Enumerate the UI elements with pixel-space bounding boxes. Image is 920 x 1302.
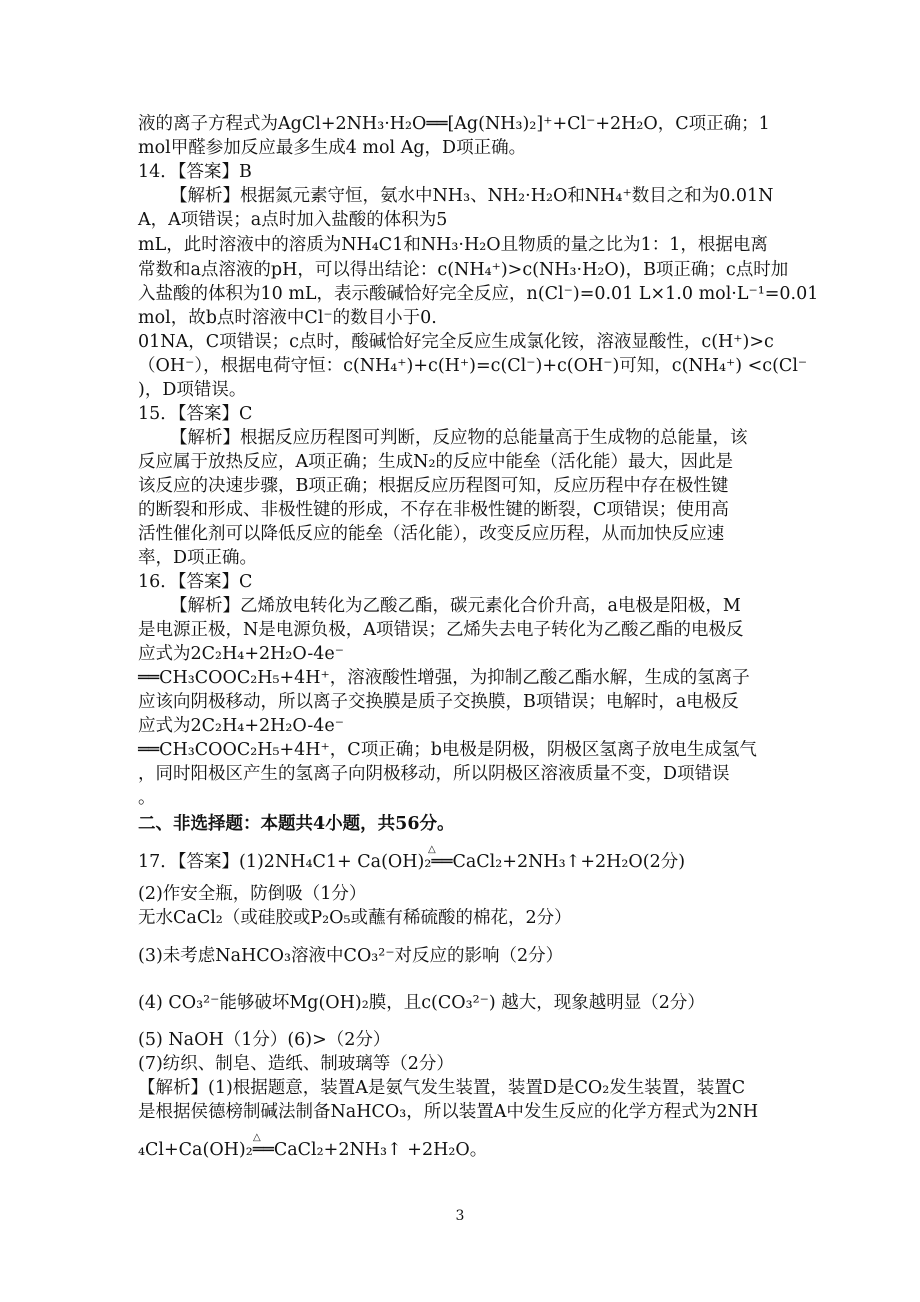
text-line: 入盐酸的体积为10 mL，表示酸碱恰好完全反应，n(Cl⁻)=0.01 L×1.0 mol·L⁻¹=0.01 [138, 284, 819, 304]
text-line: 应该向阴极移动，所以离子交换膜是质子交换膜，B项错误；电解时，a电极反 [138, 692, 739, 712]
text-line: 01NA，C项错误；c点时，酸碱恰好完全反应生成氯化铵，溶液显酸性，c(H⁺)>c [138, 332, 774, 352]
text-line: 无水CaCl₂（或硅胶或P₂O₅或蘸有稀硫酸的棉花，2分） [138, 908, 572, 928]
text-line: 常数和a点溶液的pH，可以得出结论：c(NH₄⁺)>c(NH₃·H₂O)，B项正确；c点时加 [138, 260, 789, 280]
text-line: 活性催化剂可以降低反应的能垒（活化能），改变反应历程，从而加快反应速 [138, 524, 725, 544]
text-line: 率，D项正确。 [138, 548, 258, 568]
text-line: ₄Cl+Ca(OH)₂══CaCl₂+2NH₃↑ +2H₂O。 [138, 1140, 488, 1160]
text-line: (7)纺织、制皂、造纸、制玻璃等（2分） [138, 1054, 454, 1074]
question-14-answer: 14．【答案】B [138, 162, 252, 182]
question-15-answer: 15．【答案】C [138, 404, 253, 424]
text-line: 。 [138, 788, 156, 808]
heating-condition-mark: △ [428, 844, 436, 855]
question-16-answer: 16．【答案】C [138, 572, 253, 592]
text-line: （OH⁻），根据电荷守恒：c(NH₄⁺)+c(H⁺)=c(Cl⁻)+c(OH⁻)可知，c(NH₄⁺) <c(Cl⁻ [138, 356, 808, 376]
text-line: (5) NaOH（1分）(6)>（2分） [138, 1030, 391, 1050]
text-line: 该反应的决速步骤，B项正确；根据反应历程图可知，反应历程中存在极性键 [138, 476, 729, 496]
text-line: )，D项错误。 [138, 380, 247, 400]
text-line: 【解析】根据氮元素守恒，氨水中NH₃、NH₂·H₂O和NH₄⁺数目之和为0.01N [170, 186, 774, 206]
text-line: 应式为2C₂H₄+2H₂O-4e⁻ [138, 644, 345, 664]
text-line: mL，此时溶液中的溶质为NH₄C1和NH₃·H₂O且物质的量之比为1：1，根据电离 [138, 235, 768, 255]
text-line: ══CH₃COOC₂H₅+4H⁺，C项正确；b电极是阴极，阴极区氢离子放电生成氢气 [138, 740, 757, 760]
text-line: 应式为2C₂H₄+2H₂O-4e⁻ [138, 716, 345, 736]
text-line: (3)未考虑NaHCO₃溶液中CO₃²⁻对反应的影响（2分） [138, 946, 564, 966]
text-line: mol，故b点时溶液中Cl⁻的数目小于0. [138, 308, 437, 328]
text-line: 【解析】乙烯放电转化为乙酸乙酯，碳元素化合价升高，a电极是阳极，M [170, 596, 741, 616]
text-line: ，同时阳极区产生的氢离子向阴极移动，所以阴极区溶液质量不变，D项错误 [138, 764, 730, 784]
text-line: 17．【答案】(1)2NH₄C1+ Ca(OH)₂══CaCl₂+2NH₃↑+2H₂O(2分) [138, 852, 686, 872]
page-number: 3 [455, 1208, 465, 1224]
text-line: mol甲醛参加反应最多生成4 mol Ag，D项正确。 [138, 138, 527, 158]
text-line: 反应属于放热反应，A项正确；生成N₂的反应中能垒（活化能）最大，因此是 [138, 452, 733, 472]
text-line: (2)作安全瓶，防倒吸（1分） [138, 884, 367, 904]
text-line-equation [138, 1132, 488, 1162]
text-line: A，A项错误；a点时加入盐酸的体积为5 [138, 210, 448, 230]
text-line: 的断裂和形成、非极性键的形成，不存在非极性键的断裂，C项错误；使用高 [138, 500, 729, 520]
text-line: 【解析】(1)根据题意，装置A是氨气发生装置，装置D是CO₂发生装置，装置C [138, 1078, 746, 1098]
text-line: 液的离子方程式为AgCl+2NH₃·H₂O══[Ag(NH₃)₂]⁺+Cl⁻+2H₂O，C项正确；1 [138, 114, 770, 134]
text-line: 是电源正极，N是电源负极，A项错误；乙烯失去电子转化为乙酸乙酯的电极反 [138, 620, 744, 640]
section-heading: 二、非选择题：本题共4小题，共56分。 [138, 814, 455, 834]
heating-condition-mark: △ [253, 1132, 261, 1143]
text-line: (4) CO₃²⁻能够破坏Mg(OH)₂膜，且c(CO₃²⁻) 越大，现象越明显（2分） [138, 993, 705, 1013]
question-17-answer [138, 844, 686, 874]
text-line: 【解析】根据反应历程图可判断，反应物的总能量高于生成物的总能量，该 [170, 428, 748, 448]
text-line: ══CH₃COOC₂H₅+4H⁺，溶液酸性增强，为抑制乙酸乙酯水解，生成的氢离子 [138, 668, 750, 688]
text-line: 是根据侯德榜制碱法制备NaHCO₃，所以装置A中发生反应的化学方程式为2NH [138, 1102, 759, 1122]
